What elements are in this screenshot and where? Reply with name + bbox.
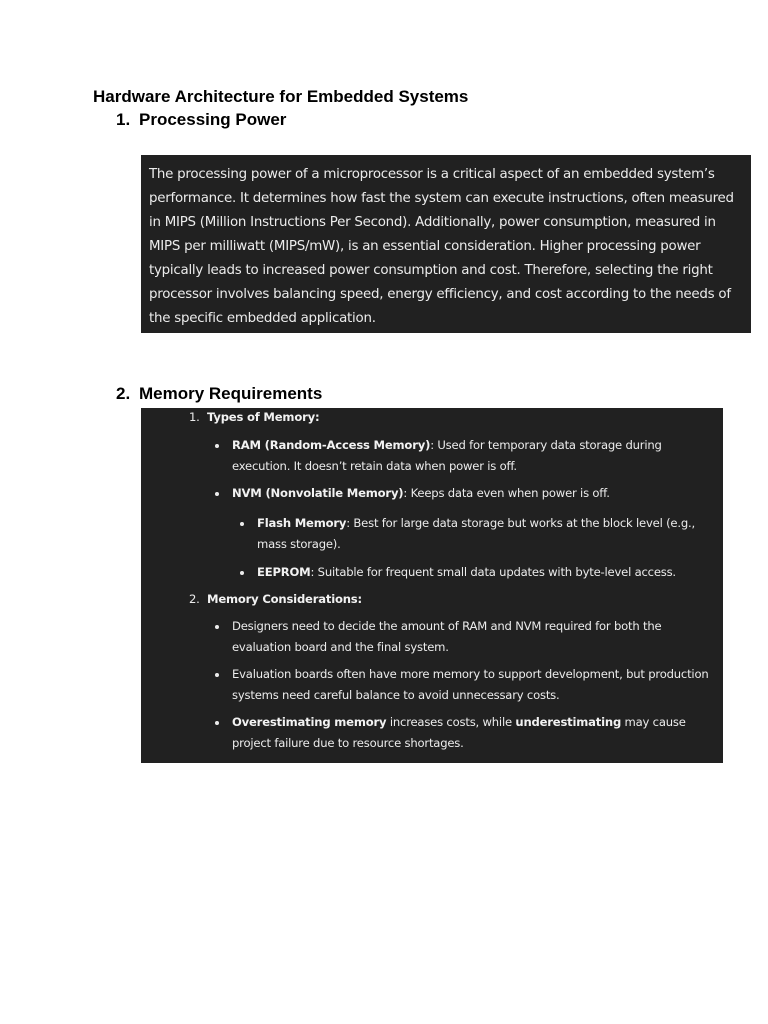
list-text: increases costs, while <box>386 715 516 729</box>
section-heading-text: Processing Power <box>139 110 287 129</box>
list-number: 1. <box>189 410 200 424</box>
list-item-ram <box>232 435 718 477</box>
bullet-dot <box>215 444 219 448</box>
list-item-evaluation-boards <box>232 664 718 706</box>
section-heading-memory-requirements <box>116 384 322 404</box>
list-text: may cause project failure due to resource shortages. <box>232 715 686 750</box>
term: NVM (Nonvolatile Memory) <box>232 486 404 500</box>
term: EEPROM <box>257 565 311 579</box>
document-title: Hardware Architecture for Embedded Systems <box>93 87 469 106</box>
list-item-flash-memory <box>257 513 719 555</box>
emphasis: Overestimating memory <box>232 715 387 729</box>
list-heading: Types of Memory: <box>207 410 320 424</box>
list-item-nvm <box>232 483 718 504</box>
bullet-dot <box>215 492 219 496</box>
list-item-estimating-memory <box>232 712 718 754</box>
list-text: Designers need to decide the amount of RAM and NVM required for both the evaluation board and the final system. <box>232 619 662 654</box>
list-heading: Memory Considerations: <box>207 592 362 606</box>
bullet-dot <box>215 673 219 677</box>
list-number: 2. <box>189 592 200 606</box>
bullet-dot <box>240 522 244 526</box>
definition: : Best for large data storage but works at the block level (e.g., mass storage). <box>257 516 695 551</box>
section-number: 1. <box>116 110 131 129</box>
definition: : Keeps data even when power is off. <box>403 486 610 500</box>
section-heading-text: Memory Requirements <box>139 384 323 403</box>
bullet-dot <box>240 571 244 575</box>
term: RAM (Random-Access Memory) <box>232 438 431 452</box>
term: Flash Memory <box>257 516 347 530</box>
memory-considerations-heading <box>189 592 362 606</box>
emphasis: underestimating <box>515 715 622 729</box>
memory-requirements-screenshot <box>141 408 723 763</box>
list-item-designers <box>232 616 694 658</box>
section-number: 2. <box>116 384 131 403</box>
processing-power-paragraph: The processing power of a microprocessor is a critical aspect of an embedded system’s performance. It determines how fast the system can execute instructions, often measured in MIPS (Million Instructions Per Second). Additionally, power consumption, measured in MIPS per milliwatt (MIPS/mW), is an essential consideration. Higher processing power typically leads to increased power consumption and cost. Therefore, selecting the right processor involves balancing speed, energy efficiency, and cost according to the needs of the specific embedded application. <box>149 167 734 326</box>
list-item-eeprom <box>257 562 719 583</box>
definition: : Used for temporary data storage during execution. It doesn’t retain data when power is off. <box>232 438 662 473</box>
definition: : Suitable for frequent small data updates with byte-level access. <box>310 565 676 579</box>
section-heading-processing-power <box>116 110 286 130</box>
processing-power-screenshot <box>141 155 751 333</box>
bullet-dot <box>215 625 219 629</box>
types-of-memory-heading <box>189 410 319 424</box>
list-text: Evaluation boards often have more memory to support development, but production systems need careful balance to avoid unnecessary costs. <box>232 667 709 702</box>
bullet-dot <box>215 721 219 725</box>
